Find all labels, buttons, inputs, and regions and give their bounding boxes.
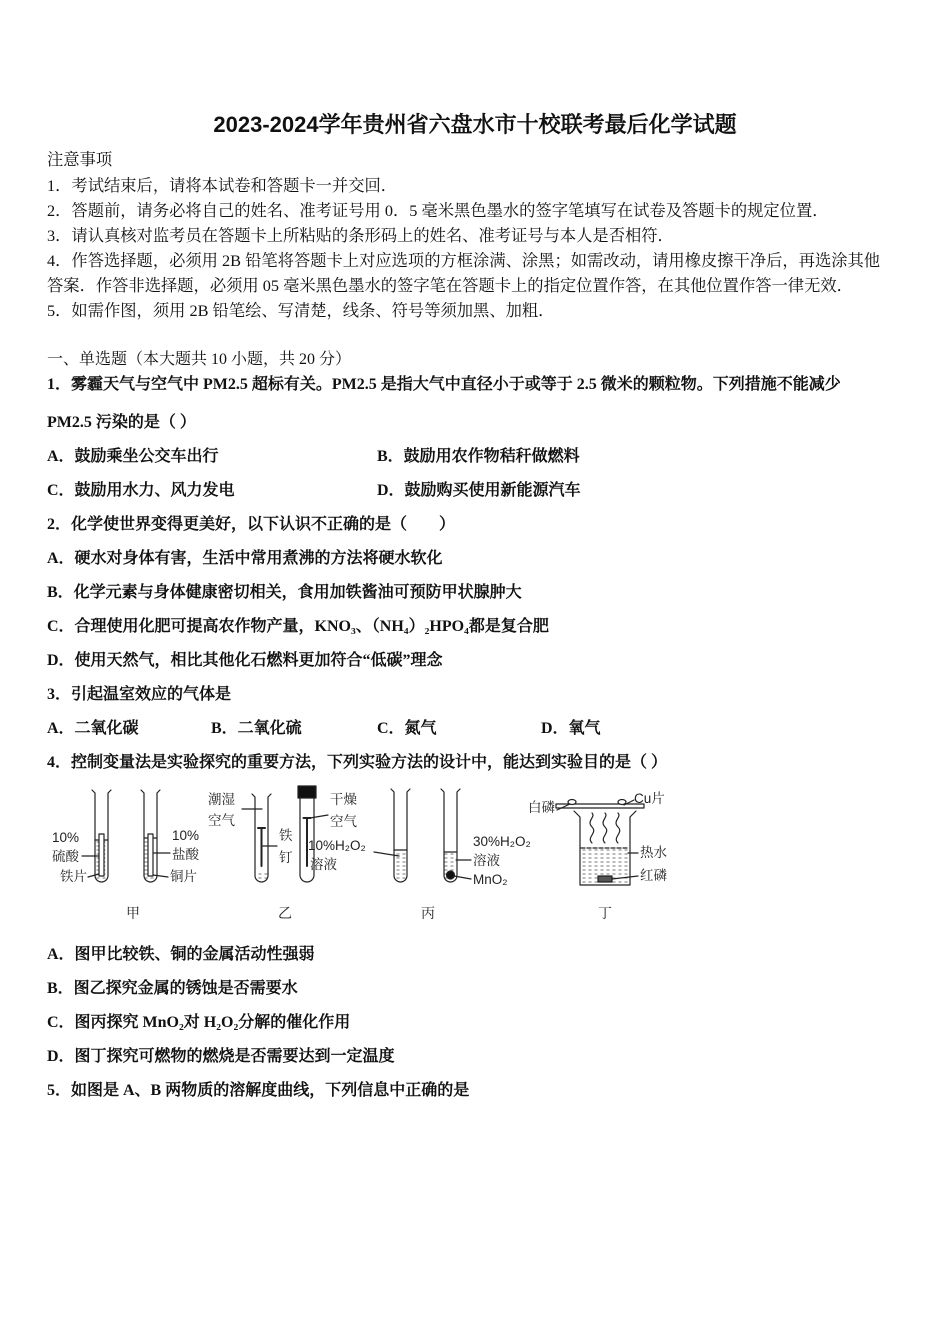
label-solution-2: 溶液 [473,853,500,868]
label-jia-metal-1: 铁片 [60,869,87,884]
smoke-curl-2 [603,813,607,843]
label-red-phosphorus: 红磷 [640,868,667,883]
question-1-option-a: A．鼓励乘坐公交车出行 [47,448,219,465]
phosphorus-in-water [598,876,612,882]
label-jia-concentration-1: 10% [52,830,80,845]
label-air-2: 空气 [330,814,357,829]
label-jia-acid-2: 盐酸 [172,847,199,862]
caption-yi: 乙 [278,905,292,921]
question-3-option-b: B．二氧化硫 [211,720,302,737]
label-solution-1: 溶液 [310,857,337,872]
question-3-option-c: C．氮气 [377,720,437,737]
section-heading: 一、单选题（本大题共 10 小题，共 20 分） [47,351,352,368]
copper-strip [148,834,153,876]
caption-jia: 甲 [126,905,140,921]
label-hot-water: 热水 [640,845,667,860]
question-2-option-d: D．使用天然气，相比其他化石燃料更加符合“低碳”理念 [47,652,443,669]
label-air-1: 空气 [208,813,235,828]
label-dry: 干燥 [330,792,357,807]
note-line-2: 2．答题前，请务必将自己的姓名、准考证号用 0．5 毫米黑色墨水的签字笔填写在试卷及答题卡的规定位置． [47,201,829,220]
apparatus-ding [556,800,644,886]
label-jia-acid-1: 硫酸 [52,849,79,864]
rubber-stopper [298,786,316,798]
question-4-option-d: D．图丁探究可燃物的燃烧是否需要达到一定温度 [47,1048,395,1065]
label-h2o2-30: 30%H₂O₂ [473,834,531,849]
phosphorus-on-plate-right [618,800,626,805]
iron-strip [99,834,104,876]
question-3-stem: 3．引起温室效应的气体是 [47,686,232,703]
question-2-option-c: C．合理使用化肥可提高农作物产量，KNO₃、（NH₄）₂HPO₄都是复合肥 [47,618,549,635]
caption-ding: 丁 [598,905,612,921]
label-nail: 钉 [279,850,293,865]
label-copper-plate: Cu片 [634,791,665,806]
label-moist: 潮湿 [208,792,235,807]
exam-title: 2023-2024学年贵州省六盘水市十校联考最后化学试题 [213,112,737,137]
leader-line-dry-air [310,815,328,818]
smoke-curl-3 [616,813,620,843]
question-2-option-a: A．硬水对身体有害，生活中常用煮沸的方法将硬水软化 [47,550,443,567]
label-jia-metal-2: 铜片 [170,869,197,884]
note-line-3: 3．请认真核对监考员在答题卡上所粘贴的条形码上的姓名、准考证号与本人是否相符． [47,226,674,245]
apparatus-jia [82,790,170,882]
apparatus-bing [374,789,471,882]
label-h2o2-10: 10%H₂O₂ [308,838,366,853]
question-1-stem: 1．雾霾天气与空气中 PM2.5 超标有关。PM2.5 是指大气中直径小于或等于 2.5 微米的颗粒物。下列措施不能减少 [47,376,841,393]
question-2-option-b: B．化学元素与身体健康密切相关，食用加铁酱油可预防甲状腺肿大 [47,584,522,601]
question-1-stem-continued: PM2.5 污染的是（ ） [47,414,196,431]
caption-bing: 丙 [421,905,435,921]
question-4-option-a: A．图甲比较铁、铜的金属活动性强弱 [47,946,315,963]
question-4-stem: 4．控制变量法是实验探究的重要方法，下列实验方法的设计中，能达到实验目的是（ ） [47,754,668,771]
question-5-stem: 5．如图是 A、B 两物质的溶解度曲线，下列信息中正确的是 [47,1082,470,1099]
manganese-dioxide [447,871,455,879]
note-line-4-continued: 答案．作答非选择题，必须用 05 毫米黑色墨水的签字笔在答题卡上的指定位置作答，在其他位置作答一律无效． [47,276,853,295]
label-iron: 铁 [279,828,293,843]
note-line-4: 4．作答选择题，必须用 2B 铅笔将答题卡上对应选项的方框涂满、涂黑；如需改动，请用橡皮擦干净后，再选涂其他 [47,251,881,270]
question-1-option-b: B．鼓励用农作物秸秆做燃料 [377,448,580,465]
question-4-option-c: C．图丙探究 MnO₂对 H₂O₂分解的催化作用 [47,1014,351,1031]
question-3-option-a: A．二氧化碳 [47,720,139,737]
label-white-phosphorus: 白磷 [528,800,555,815]
smoke-curl-1 [590,813,594,843]
label-jia-concentration-2: 10% [172,828,200,843]
question-4-option-b: B．图乙探究金属的锈蚀是否需要水 [47,980,298,997]
question-2-stem: 2．化学使世界变得更美好，以下认识不正确的是（ ） [47,516,456,533]
liquid-h2o2-10 [394,850,407,882]
question-3-option-d: D．氧气 [541,720,601,737]
question-1-option-c: C．鼓励用水力、风力发电 [47,482,235,499]
experiment-apparatus-figure [0,780,700,930]
label-mno2: MnO₂ [473,872,508,887]
note-line-5: 5．如需作图，须用 2B 铅笔绘、写清楚，线条、符号等须加黑、加粗． [47,301,555,320]
question-1-option-d: D．鼓励购买使用新能源汽车 [377,482,581,499]
note-line-1: 1．考试结束后，请将本试卷和答题卡一并交回． [47,176,398,195]
notes-heading: 注意事项 [47,150,113,169]
